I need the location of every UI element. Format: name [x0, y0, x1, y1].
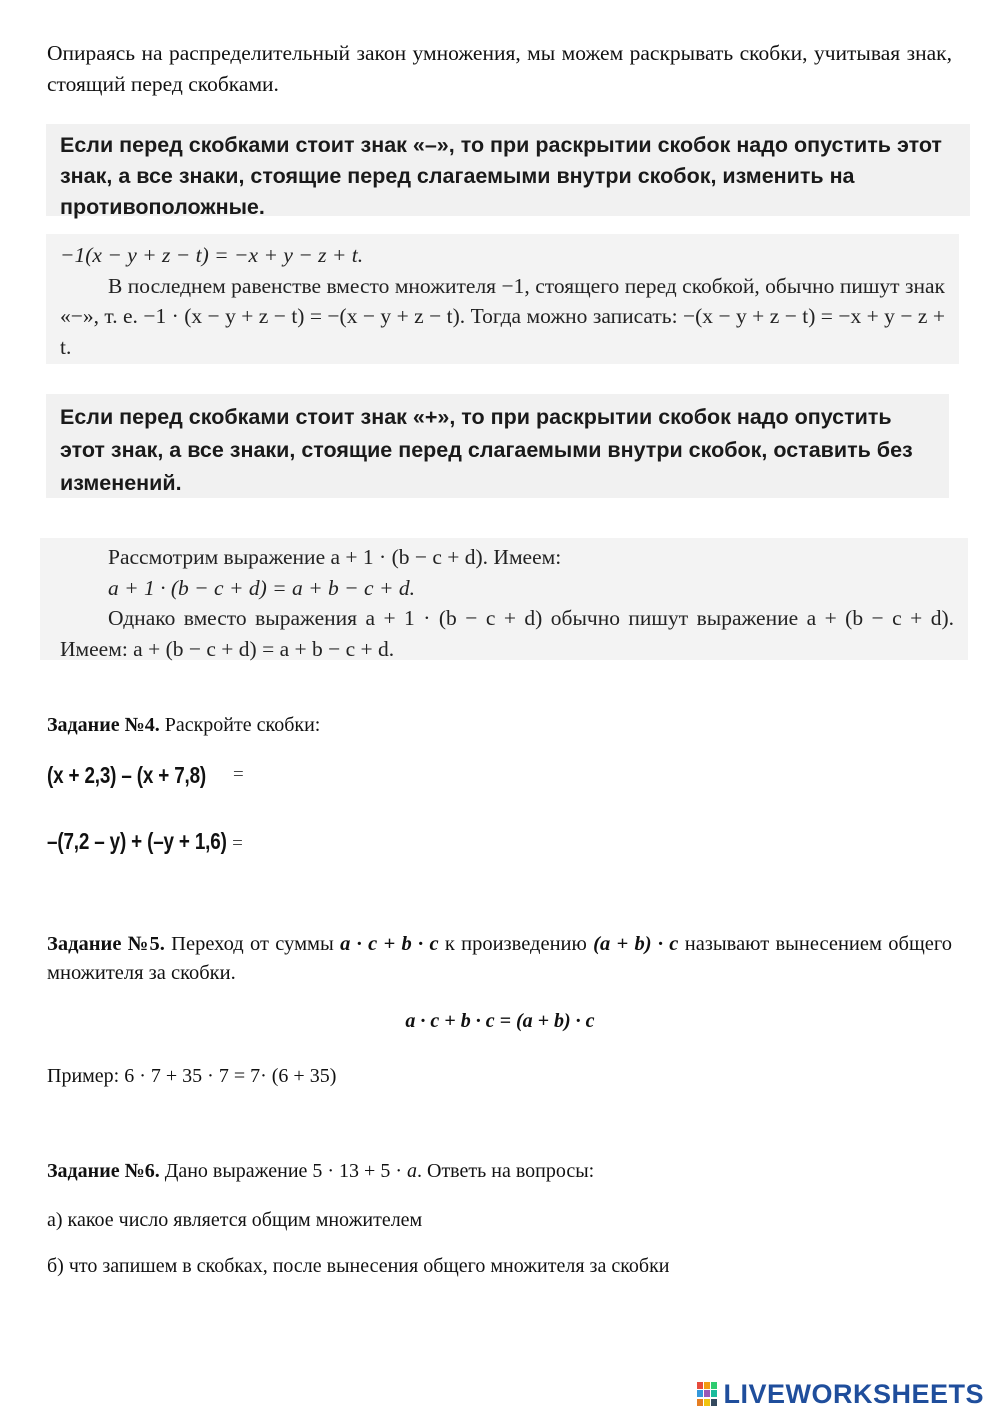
- task6-text-a: Дано выражение 5 · 13 + 5 ·: [159, 1160, 407, 1182]
- task5-title: Задание №5.: [47, 933, 165, 955]
- task6-text-b: . Ответь на вопросы:: [417, 1160, 595, 1182]
- textbook-excerpt-plus: [40, 538, 968, 660]
- task4-answer-eq2: =: [232, 833, 243, 854]
- task5-formula: a · c + b · c = (a + b) · c: [405, 1010, 595, 1032]
- task5-text-b: к произведению: [438, 933, 594, 955]
- task4-text: Раскройте скобки:: [159, 714, 321, 736]
- task5-example: Пример: 6 · 7 + 35 · 7 = 7· (6 + 35): [47, 1065, 337, 1087]
- minus-explanation: В последнем равенстве вместо множителя −1, стоящего перед скобкой, обычно пишут знак «−», т. е. −1 · (x − y + z − t) = −(x − y + z − t). Тогда можно записать: −(x − y + z − t) = −x + y − z + t.: [60, 273, 945, 359]
- liveworksheets-logo: [697, 1378, 984, 1410]
- task4-expression-1: [47, 757, 647, 793]
- task6-title: Задание №6.: [47, 1160, 160, 1182]
- plus-explanation: Однако вместо выражения a + 1 · (b − c + d) обычно пишут выражение a + (b − c + d). Имеем: a + (b − c + d) = a + b − c + d.: [60, 606, 954, 661]
- rule-minus-box: Если перед скобками стоит знак «–», то при раскрытии скобок надо опустить этот знак, а все знаки, стоящие перед слагаемыми внутри скобок, изменить на противоположные.: [46, 124, 970, 216]
- intro-paragraph: Опираясь на распределительный закон умножения, мы можем раскрывать скобки, учитывая знак, стоящий перед скобками.: [47, 41, 952, 96]
- task4-expr2: –(7,2 – y) + (–y + 1,6): [47, 828, 227, 854]
- task4-heading: [47, 711, 952, 740]
- task5-product: (a + b) · c: [593, 933, 679, 955]
- plus-example-intro: Рассмотрим выражение a + 1 · (b − c + d). Имеем:: [108, 545, 562, 569]
- plus-example-equation: a + 1 · (b − c + d) = a + b − c + d.: [108, 575, 415, 600]
- task5-sum: a · c + b · c: [340, 933, 439, 955]
- logo-mark-icon: [697, 1382, 719, 1406]
- task4-expr1: (x + 2,3) – (x + 7,8): [47, 761, 207, 788]
- task5-text-c: называют вынесением общего множителя за скобки.: [47, 933, 952, 984]
- minus-example-equation: −1(x − y + z − t) = −x + y − z + t.: [60, 243, 364, 267]
- task6-heading: [47, 1157, 952, 1186]
- task5-text-a: Переход от суммы: [164, 933, 341, 955]
- task5-paragraph: [47, 930, 952, 988]
- task6-variable: a: [407, 1160, 417, 1182]
- task6-question-b: б) что запишем в скобках, после вынесения общего множителя за скобки: [47, 1255, 670, 1277]
- task4-title: Задание №4.: [47, 714, 160, 736]
- rule-plus-box: Если перед скобками стоит знак «+», то при раскрытии скобок надо опустить этот знак, а все знаки, стоящие перед слагаемыми внутри скобок, оставить без изменений.: [46, 394, 949, 498]
- textbook-excerpt-minus: [46, 234, 959, 364]
- task6-question-a: а) какое число является общим множителем: [47, 1209, 423, 1231]
- logo-text: LIVEWORKSHEETS: [723, 1378, 984, 1409]
- task4-expression-2: [47, 815, 647, 855]
- task4-answer-eq1: =: [232, 764, 244, 785]
